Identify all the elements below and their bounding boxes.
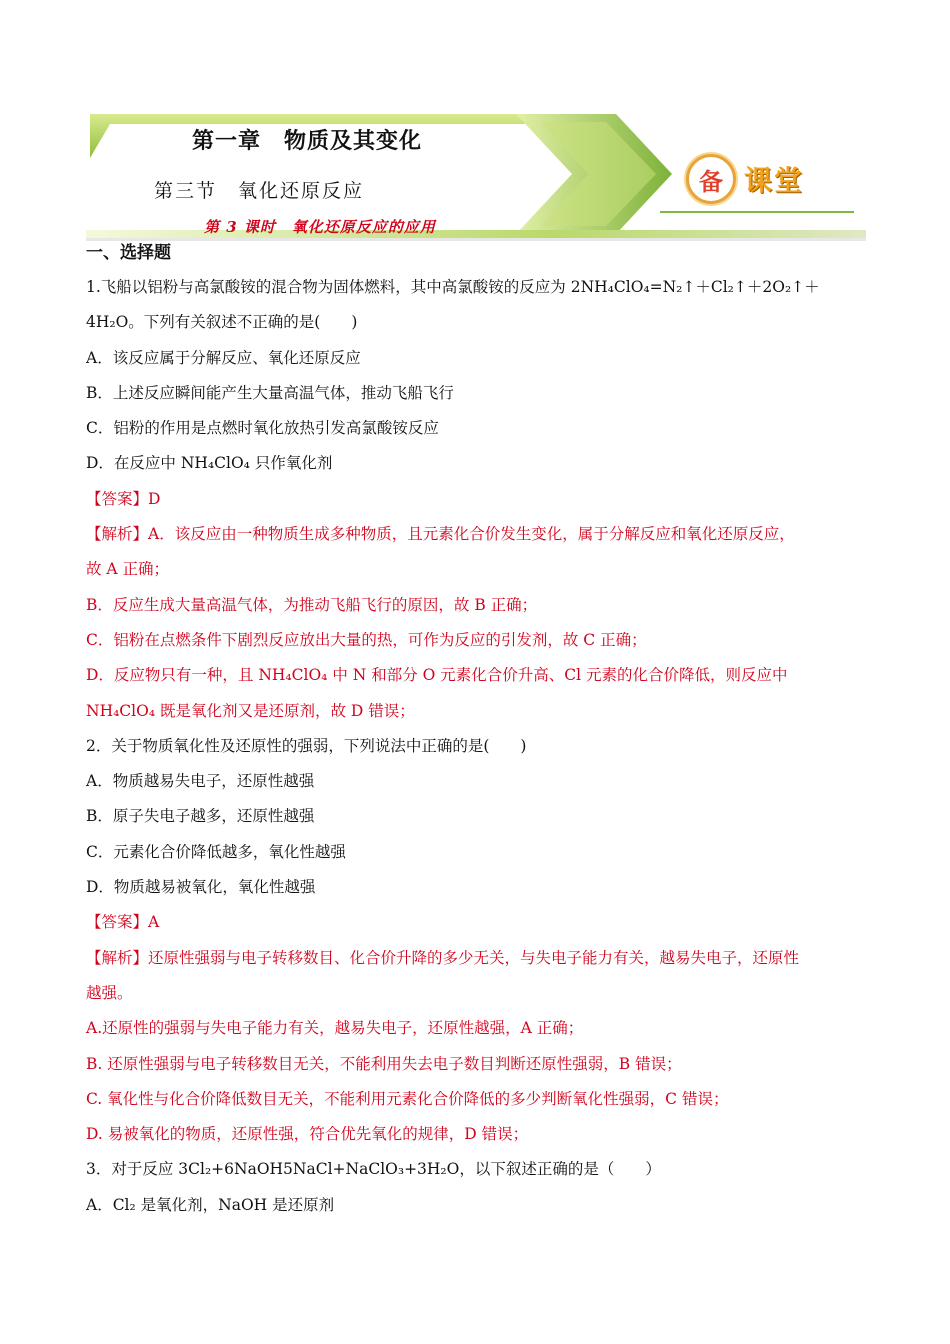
section-heading: 一、选择题	[86, 243, 171, 263]
q2-analysis-line1	[86, 941, 866, 976]
q1-stem-line2: 4H₂O。下列有关叙述不正确的是( )	[86, 313, 358, 332]
brand-logo	[686, 156, 804, 202]
q3-option-a: A．Cl₂ 是氧化剂，NaOH 是还原剂	[86, 1195, 335, 1214]
answer-value: D	[148, 489, 161, 508]
document-body	[86, 236, 866, 1223]
q3-stem: 3．对于反应 3Cl₂+6NaOH5NaCl+NaClO₃+3H₂O，以下叙述正确的是（ ）	[86, 1160, 661, 1179]
chapter-title: 第一章 物质及其变化	[192, 129, 423, 154]
analysis-tag: 【解析】	[86, 948, 149, 967]
q1-option-b: B．上述反应瞬间能产生大量高温气体，推动飞船飞行	[86, 383, 454, 402]
q2-analysis-c: C. 氧化性与化合价降低数目无关，不能利用元素化合价降低的多少判断氧化性强弱，C 错误；	[86, 1089, 729, 1108]
q1-analysis-d2: NH₄ClO₄ 既是氧化剂又是还原剂，故 D 错误；	[86, 701, 415, 720]
q1-option-a: A．该反应属于分解反应、氧化还原反应	[86, 348, 361, 367]
q2-option-d: D．物质越易被氧化，氧化性越强	[86, 878, 316, 897]
q1-option-c: C．铝粉的作用是点燃时氧化放热引发高氯酸铵反应	[86, 419, 439, 438]
q1-analysis-d1: D．反应物只有一种，且 NH₄ClO₄ 中 N 和部分 O 元素化合价升高、Cl 元素的化合价降低，则反应中	[86, 666, 788, 685]
q2-option-c: C．元素化合价降低越多，氧化性越强	[86, 842, 346, 861]
q1-analysis-c: C．铝粉在点燃条件下剧烈反应放出大量的热，可作为反应的引发剂，故 C 正确；	[86, 630, 647, 649]
analysis-tag: 【解析】	[86, 525, 149, 544]
q2-analysis-b: B. 还原性强弱与电子转移数目无关，不能利用失去电子数目判断还原性强弱，B 错误；	[86, 1054, 682, 1073]
q2-stem: 2．关于物质氧化性及还原性的强弱，下列说法中正确的是( )	[86, 736, 527, 755]
q1-analysis-line1	[86, 517, 866, 552]
lesson-title: 第 3 课时 氧化还原反应的应用	[204, 218, 436, 236]
answer-tag: 【答案】	[86, 489, 149, 508]
section-title: 第三节 氧化还原反应	[154, 180, 365, 202]
brand-mark: 备	[686, 154, 736, 204]
q2-analysis-d: D. 易被氧化的物质，还原性强，符合优先氧化的规律，D 错误；	[86, 1125, 529, 1144]
q1-option-d: D．在反应中 NH₄ClO₄ 只作氧化剂	[86, 454, 333, 473]
q2-analysis-a: A.还原性的强弱与失电子能力有关，越易失电子，还原性越强，A 正确；	[86, 1019, 584, 1038]
q1-analysis-line2: 故 A 正确；	[86, 560, 170, 579]
analysis-text: 还原性强弱与电子转移数目、化合价升降的多少无关，与失电子能力有关，越易失电子，还原性	[148, 948, 800, 967]
q1-stem-line1: 1.飞船以铝粉与高氯酸铵的混合物为固体燃料，其中高氯酸铵的反应为 2NH₄ClO₄=N₂↑＋Cl₂↑＋2O₂↑＋	[86, 278, 820, 296]
q2-answer	[86, 905, 866, 940]
q1-answer	[86, 482, 866, 517]
answer-value: A	[148, 913, 160, 932]
q1-analysis-b: B．反应生成大量高温气体，为推动飞船飞行的原因，故 B 正确；	[86, 595, 538, 614]
q2-option-a: A．物质越易失电子，还原性越强	[86, 772, 315, 791]
analysis-text: A．该反应由一种物质生成多种物质，且元素化合价发生变化，属于分解反应和氧化还原反应，	[148, 525, 795, 544]
brand-underline	[660, 211, 854, 213]
q2-analysis-line2: 越强。	[86, 983, 133, 1002]
q2-option-b: B．原子失电子越多，还原性越强	[86, 807, 315, 826]
brand-text: 课堂	[744, 164, 805, 197]
answer-tag: 【答案】	[86, 913, 149, 932]
